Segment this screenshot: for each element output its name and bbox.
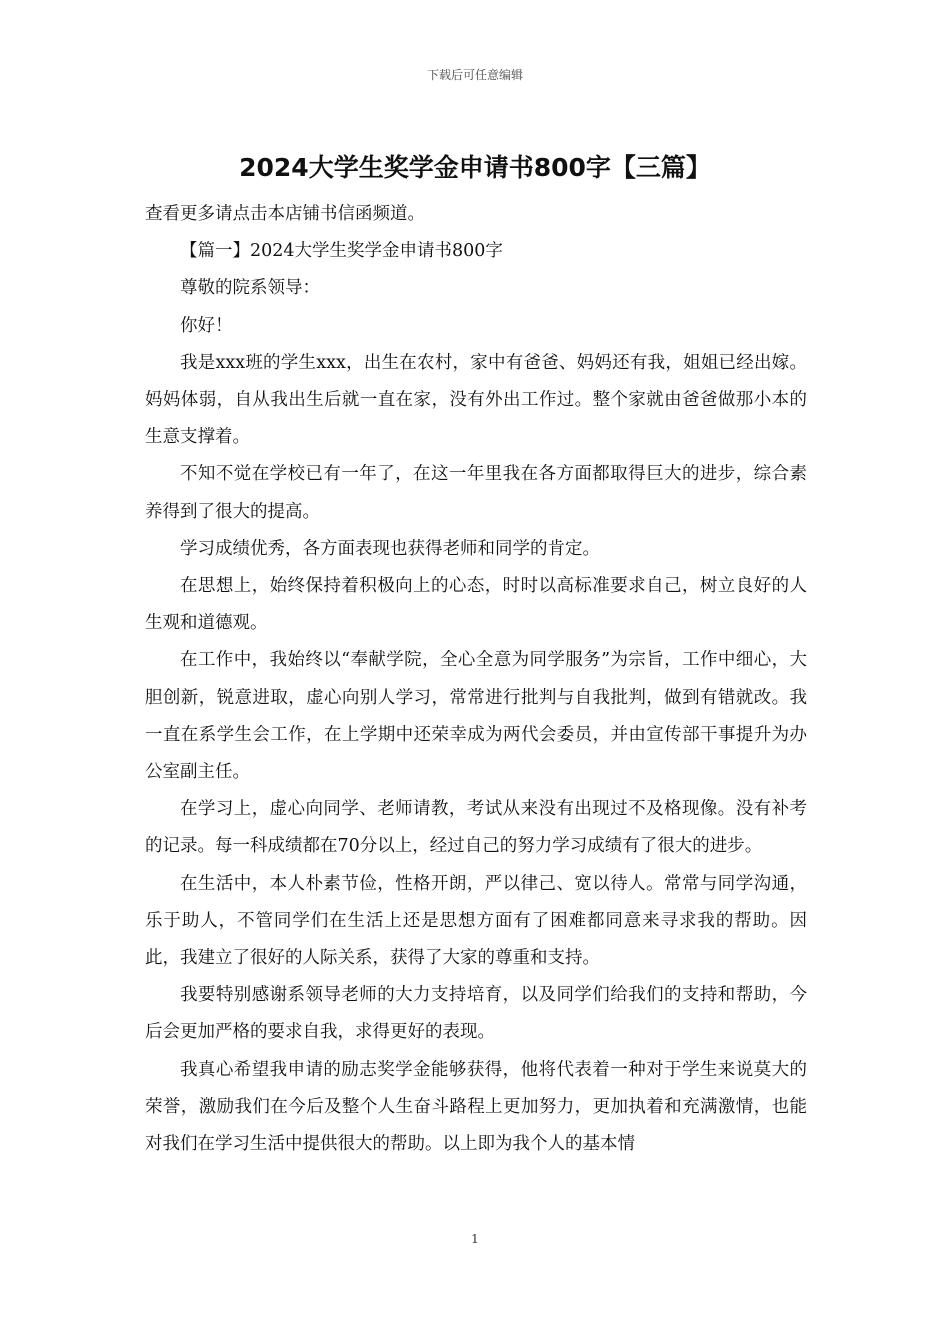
section-heading: 【篇一】2024大学生奖学金申请书800字: [180, 241, 503, 262]
greeting: 你好！: [180, 315, 233, 336]
salutation: 尊敬的院系领导：: [180, 278, 320, 299]
paragraph-study: 在学习上，虚心向同学、老师请教，考试从来没有出现过不及格现像。没有补考的记录。每一科成绩都在70分以上，经过自己的努力学习成绩有了很大的进步。: [145, 799, 807, 857]
paragraph-life: 在生活中，本人朴素节俭，性格开朗，严以律己、宽以待人。常常与同学沟通，乐于助人，不管同学们在生活上还是思想方面有了困难都同意来寻求我的帮助。因此，我建立了很好的人际关系，获得了大家的尊重和支持。: [145, 873, 807, 969]
paragraph-thought: 在思想上，始终保持着积极向上的心态，时时以高标准要求自己，树立良好的人生观和道德观。: [145, 576, 807, 634]
paragraph-thanks: 我要特别感谢系领导老师的大力支持培育，以及同学们给我们的支持和帮助，今后会更加严格的要求自我，求得更好的表现。: [145, 985, 807, 1043]
paragraph-work: 在工作中，我始终以“奉献学院，全心全意为同学服务”为宗旨，工作中细心，大胆创新，锐意进取，虚心向别人学习，常常进行批判与自我批判，做到有错就改。我一直在系学生会工作，在上学期中还荣幸成为两代会委员，并由宣传部干事提升为办公室副主任。: [145, 650, 807, 783]
paragraph-family: 我是xxx班的学生xxx，出生在农村，家中有爸爸、妈妈还有我，姐姐已经出嫁。妈妈体弱，自从我出生后就一直在家，没有外出工作过。整个家就由爸爸做那小本的生意支撑着。: [145, 352, 807, 448]
header-note: 下载后可任意编辑: [426, 68, 523, 82]
paragraph-progress: 不知不觉在学校已有一年了，在这一年里我在各方面都取得巨大的进步，综合素养得到了很大的提高。: [145, 464, 807, 522]
page-number: 1: [471, 1232, 479, 1246]
paragraph-grades: 学习成绩优秀，各方面表现也获得老师和同学的肯定。: [180, 538, 600, 559]
document-body: [145, 196, 807, 1163]
intro-line: 查看更多请点击本店铺书信函频道。: [145, 204, 425, 224]
paragraph-hope: 我真心希望我申请的励志奖学金能够获得，他将代表着一种对于学生来说莫大的荣誉，激励我们在今后及整个人生奋斗路程上更加努力，更加执着和充满激情，也能对我们在学习生活中提供很大的帮助。以上即为我个人的基本情: [145, 1059, 807, 1155]
document-title: 2024大学生奖学金申请书800字【三篇】: [239, 153, 711, 182]
